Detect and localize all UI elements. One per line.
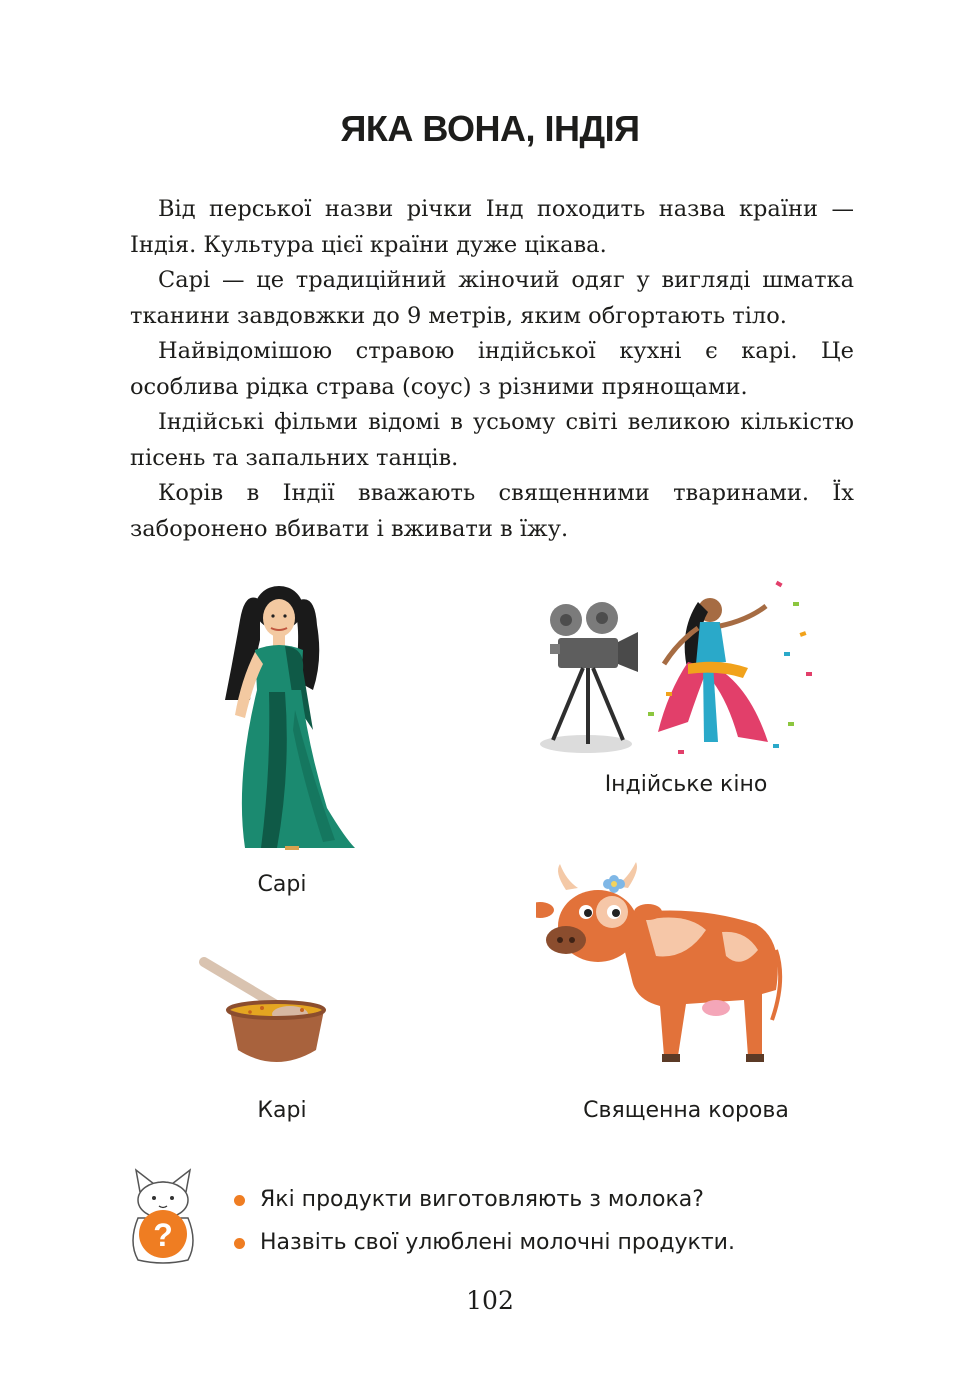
question-list — [232, 1184, 735, 1270]
body-text — [130, 192, 854, 547]
paragraph-1: Від перської назви річки Інд походить назва країни — Індія. Культура цієї країни дуже цікава. — [130, 196, 854, 258]
list-item — [232, 1227, 735, 1270]
movie-camera-icon — [540, 602, 638, 753]
caption-cow: Священна корова — [583, 1098, 789, 1123]
caption-curry: Карі — [257, 1098, 307, 1123]
page-number: 102 — [466, 1286, 514, 1315]
caption-sari: Сарі — [257, 872, 307, 897]
bullet-icon — [234, 1195, 245, 1206]
paragraph-2: Сарі — це традиційний жіночий одяг у вигляді шматка тканини завдовжки до 9 метрів, яким обгортають тіло. — [130, 267, 854, 329]
caption-cinema: Індійське кіно — [604, 772, 768, 797]
cow-illustration — [536, 860, 786, 1070]
cinema-illustration — [538, 572, 818, 762]
question-text: Назвіть свої улюблені молочні продукти. — [260, 1230, 735, 1255]
paragraph-3: Найвідомішою стравою індійської кухні є карі. Це особлива рідка страва (соус) з різними прянощами. — [130, 338, 854, 400]
question-cat-icon — [126, 1162, 200, 1266]
curry-illustration — [192, 950, 360, 1080]
sari-illustration — [205, 580, 365, 860]
list-item — [232, 1184, 735, 1227]
dancer-figure — [658, 598, 768, 742]
page-title: ЯКА ВОНА, ІНДІЯ — [340, 108, 640, 149]
svg-text:?: ? — [153, 1217, 173, 1253]
question-text: Які продукти виготовляють з молока? — [260, 1187, 704, 1212]
paragraph-5: Корів в Індії вважають священними тваринами. Їх заборонено вбивати і вживати в їжу. — [130, 480, 854, 542]
bullet-icon — [234, 1238, 245, 1249]
paragraph-4: Індійські фільми відомі в усьому світі великою кількістю пісень та запальних танців. — [130, 409, 854, 471]
